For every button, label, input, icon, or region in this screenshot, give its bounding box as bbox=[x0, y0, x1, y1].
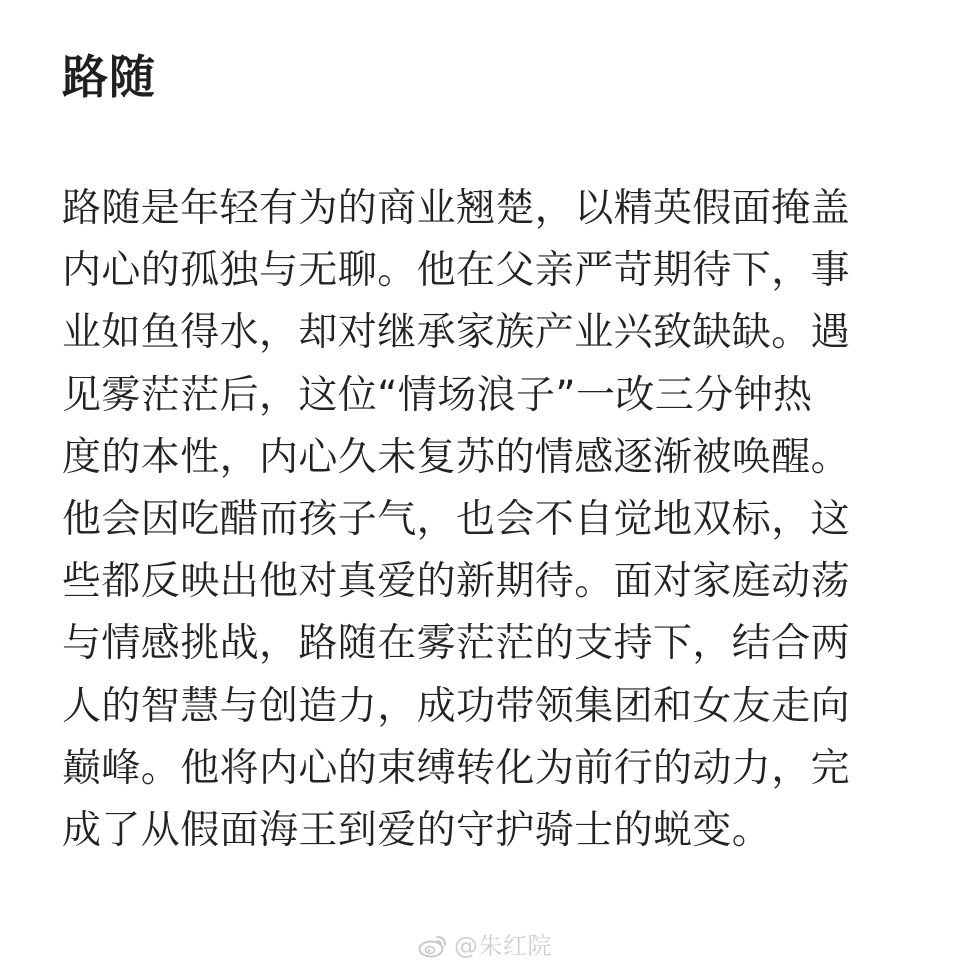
body-line: 人的智慧与创造力，成功带领集团和女友走向 bbox=[62, 683, 851, 729]
watermark bbox=[418, 928, 552, 964]
watermark-text: @朱红院 bbox=[454, 932, 552, 960]
body-line: 度的本性，内心久未复苏的情感逐渐被唤醒。 bbox=[62, 434, 851, 480]
body-line: 与情感挑战，路随在雾茫茫的支持下，结合两 bbox=[62, 621, 851, 667]
body-line: 巅峰。他将内心的束缚转化为前行的动力，完 bbox=[62, 745, 851, 791]
body-line: 路随是年轻有为的商业翘楚，以精英假面掩盖 bbox=[62, 186, 851, 231]
body-line: 内心的孤独与无聊。他在父亲严苛期待下，事 bbox=[62, 248, 851, 294]
body-line: 些都反映出他对真爱的新期待。面对家庭动荡 bbox=[62, 559, 851, 605]
body-line: 业如鱼得水，却对继承家族产业兴致缺缺。遇 bbox=[62, 310, 851, 356]
body-line: 他会因吃醋而孩子气，也会不自觉地双标，这 bbox=[62, 497, 851, 543]
article-body bbox=[62, 178, 902, 862]
weibo-icon bbox=[418, 934, 448, 958]
article-title: 路随 bbox=[62, 50, 156, 104]
body-line: 见雾茫茫后，这位“情场浪子”一改三分钟热 bbox=[62, 372, 813, 418]
body-line: 成了从假面海王到爱的守护骑士的蜕变。 bbox=[62, 808, 772, 854]
